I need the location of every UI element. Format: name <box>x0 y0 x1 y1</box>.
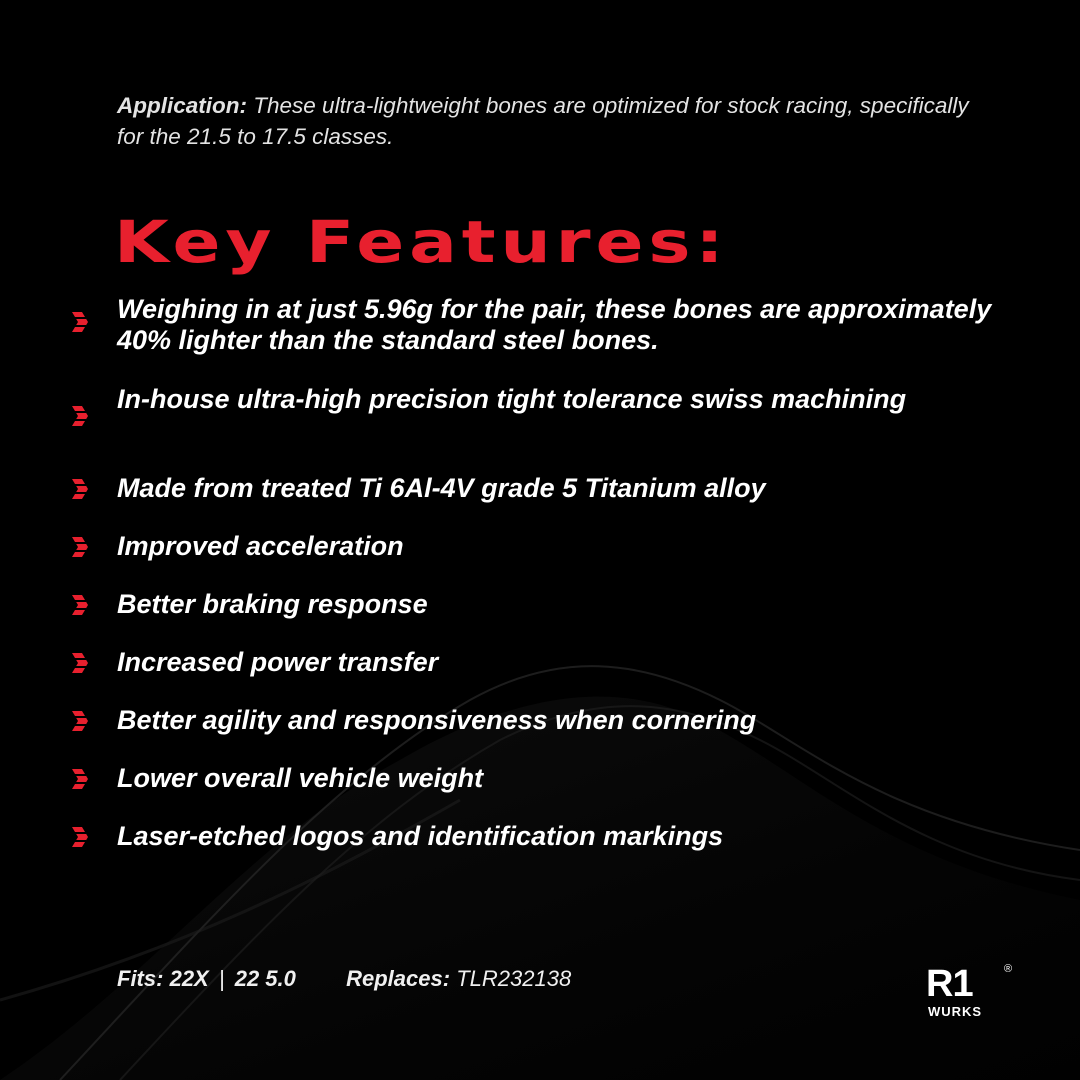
chevron-right-icon <box>70 709 92 733</box>
application-description: These ultra-lightweight bones are optimized for stock racing, specifically for the 21.5 to 17.5 classes. <box>117 93 969 149</box>
chevron-right-icon <box>70 404 92 428</box>
feature-text: Increased power transfer <box>117 647 439 677</box>
r1-wurks-logo <box>922 960 1018 1020</box>
feature-text: Weighing in at just 5.96g for the pair, these bones are approximately 40% lighter than the standard steel bones. <box>117 294 992 355</box>
feature-text: Made from treated Ti 6Al-4V grade 5 Titanium alloy <box>117 473 766 503</box>
feature-text: Better braking response <box>117 589 428 619</box>
replaces-value: TLR232138 <box>456 966 572 991</box>
chevron-right-icon <box>70 310 92 334</box>
feature-text: Improved acceleration <box>117 531 404 561</box>
replaces-label: Replaces: <box>346 966 451 991</box>
logo-sub-text: WURKS <box>928 1004 983 1019</box>
feature-text: Lower overall vehicle weight <box>117 763 484 793</box>
footer-info <box>117 966 571 992</box>
chevron-right-icon <box>70 593 92 617</box>
feature-text: In-house ultra-high precision tight tolerance swiss machining <box>117 384 907 414</box>
feature-text: Better agility and responsiveness when cornering <box>117 705 757 735</box>
logo-main-text: R1 <box>926 963 973 1005</box>
feature-text: Laser-etched logos and identification markings <box>117 821 724 851</box>
chevron-right-icon <box>70 477 92 501</box>
key-features-title: Key Features: <box>114 208 729 276</box>
fits-value-1: 22X <box>169 966 209 991</box>
fits-label: Fits: <box>117 966 164 991</box>
application-label: Application: <box>117 93 247 118</box>
fits-value-2: 22 5.0 <box>234 966 296 991</box>
registered-mark: ® <box>1004 963 1013 975</box>
chevron-right-icon <box>70 535 92 559</box>
chevron-right-icon <box>70 767 92 791</box>
chevron-right-icon <box>70 651 92 675</box>
chevron-right-icon <box>70 825 92 849</box>
fits-separator: | <box>218 966 225 991</box>
